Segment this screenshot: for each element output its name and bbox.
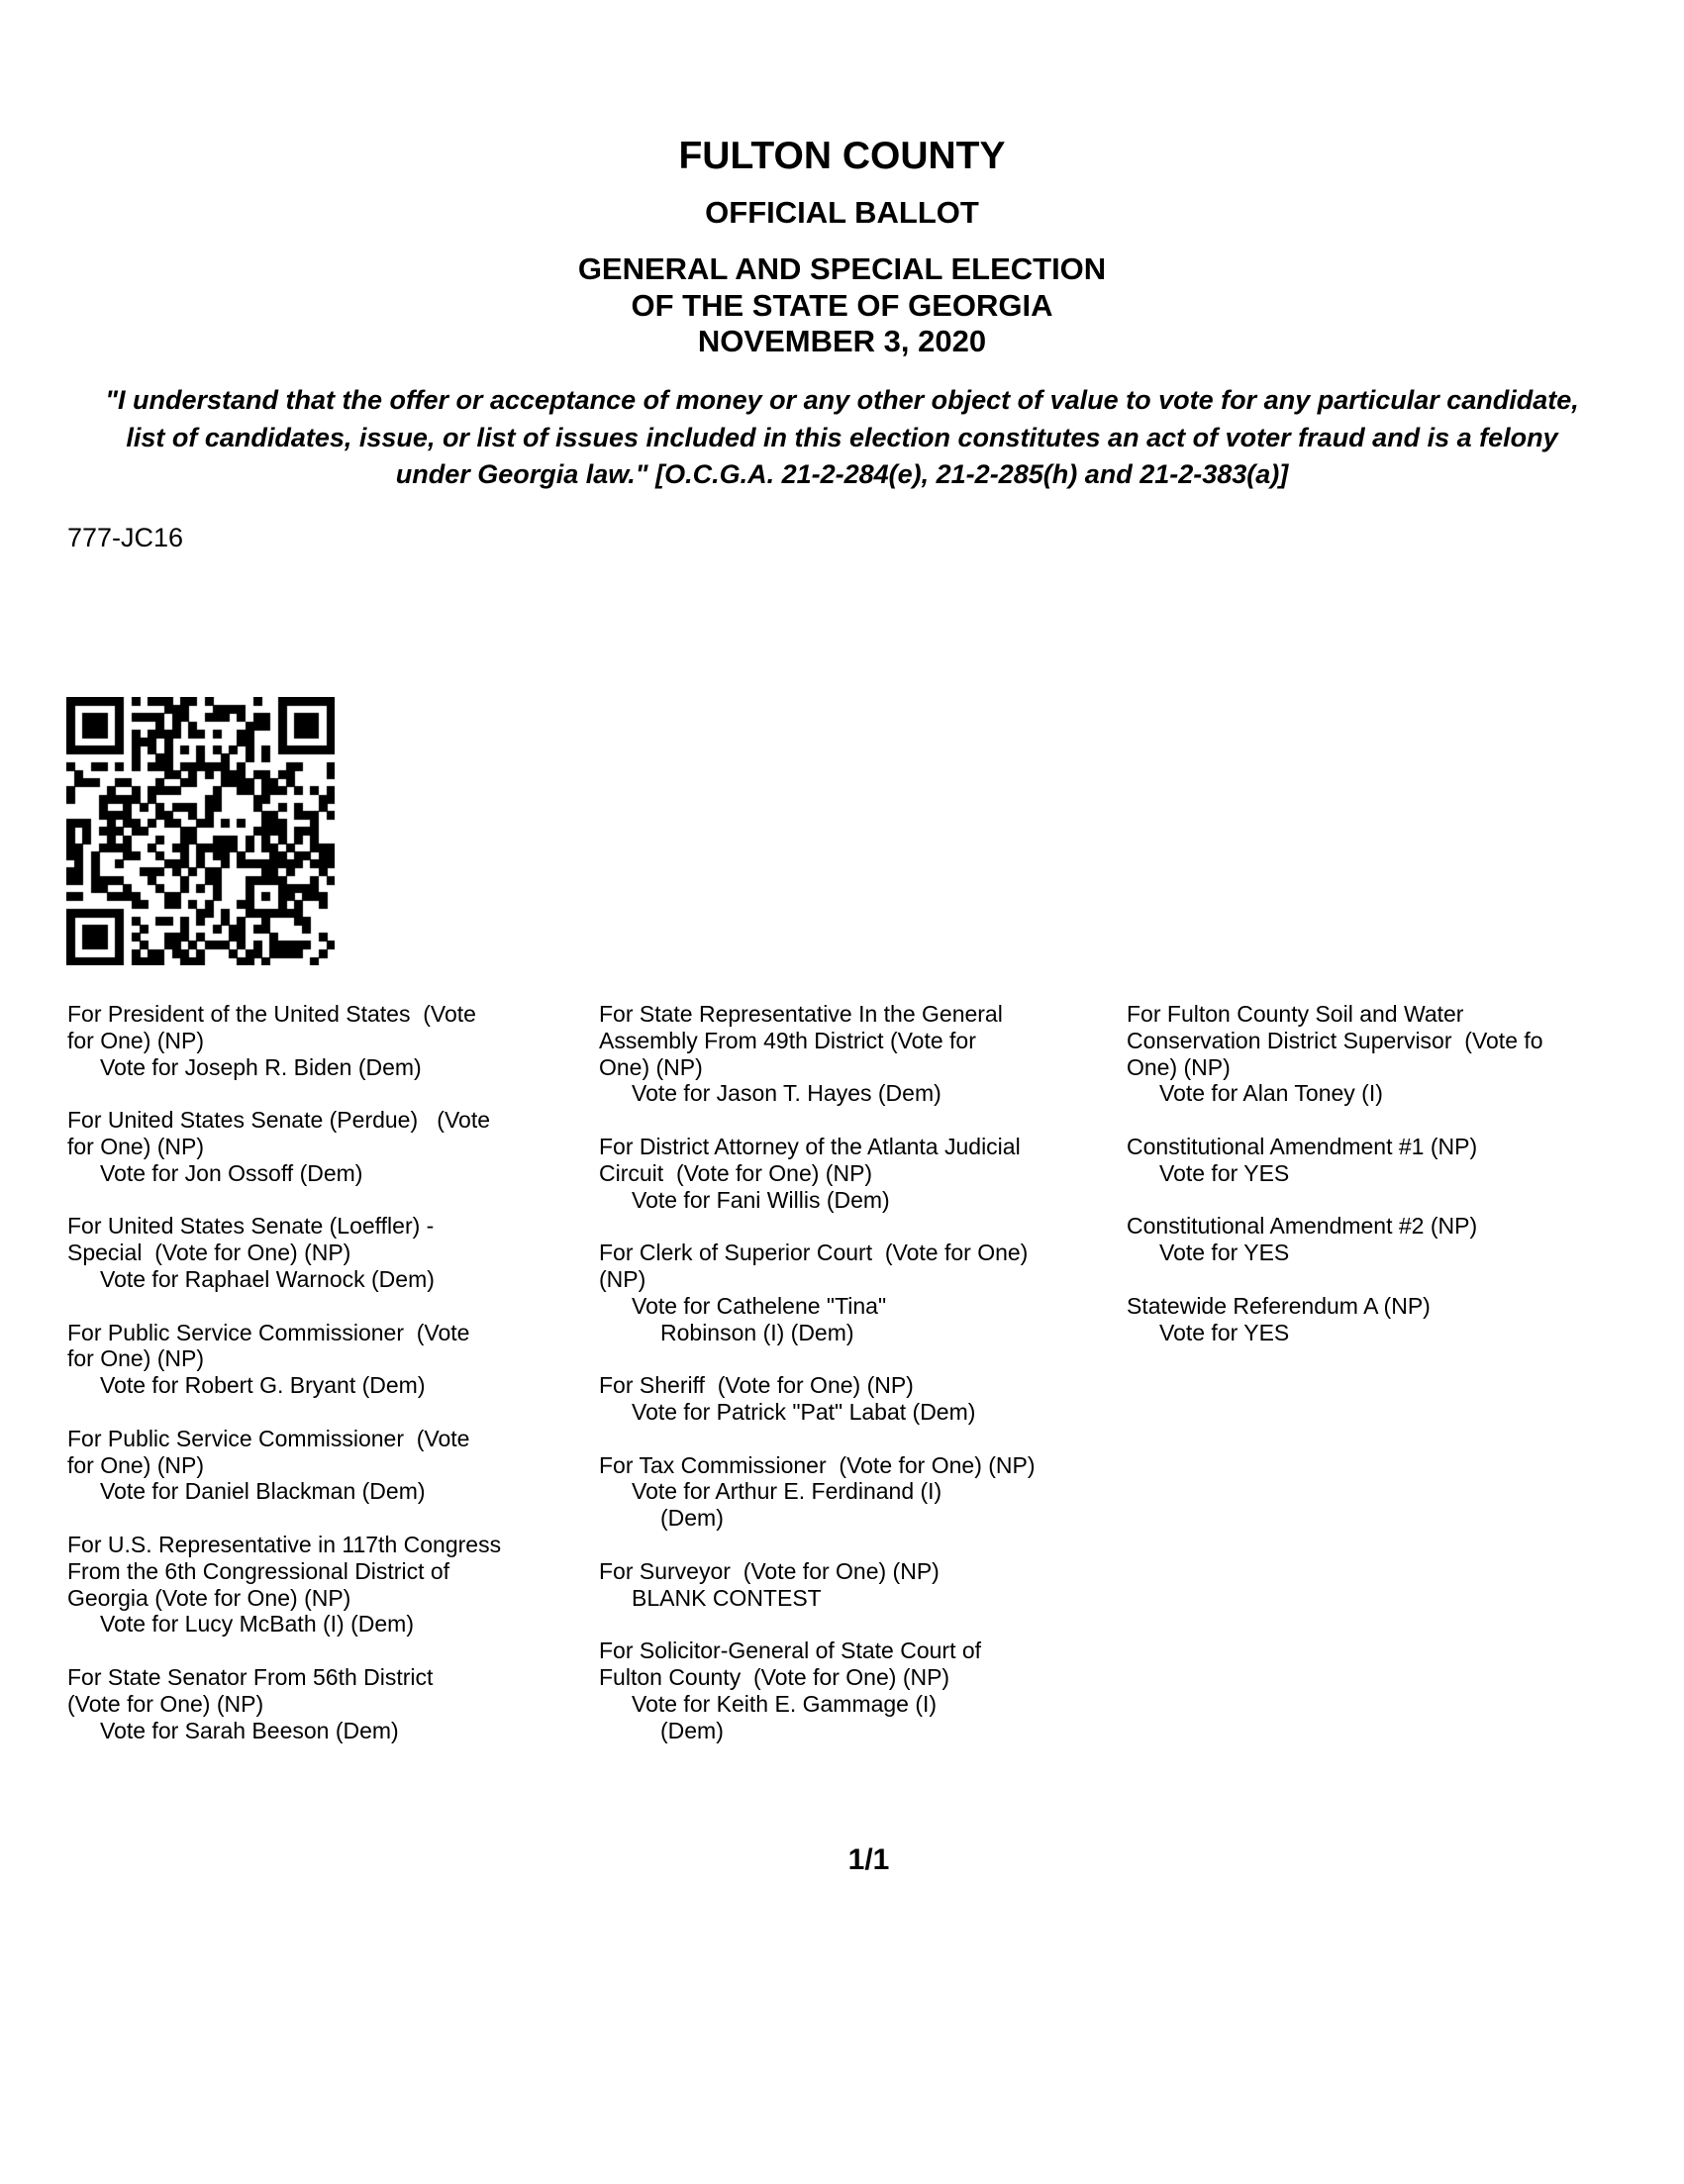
contest-title-line: For State Representative In the General xyxy=(599,1001,1003,1027)
contest-title-line: Circuit (Vote for One) (NP) xyxy=(599,1159,873,1186)
contest xyxy=(599,1372,1139,1426)
vote-selection-line: Vote for Robert G. Bryant (Dem) xyxy=(100,1372,426,1399)
contest xyxy=(67,1426,607,1505)
vote-selection-line: Vote for Raphael Warnock (Dem) xyxy=(100,1265,435,1292)
vote-selection-line: (Dem) xyxy=(660,1717,724,1743)
contest-title-line: Conservation District Supervisor (Vote fo xyxy=(1127,1027,1543,1053)
contest xyxy=(1127,1001,1684,1107)
contest-title-line: For State Senator From 56th District xyxy=(67,1663,434,1690)
contest-title-line: Statewide Referendum A (NP) xyxy=(1127,1292,1431,1319)
vote-selection-line: Robinson (I) (Dem) xyxy=(660,1319,854,1345)
contest-title-line: (Vote for One) (NP) xyxy=(67,1690,264,1717)
contest-title-line: for One) (NP) xyxy=(67,1027,205,1053)
election-title-line: OF THE STATE OF GEORGIA xyxy=(631,287,1053,323)
contest xyxy=(67,1664,607,1743)
election-title xyxy=(0,251,1684,360)
contest xyxy=(1127,1134,1684,1187)
vote-selection-line: Vote for Joseph R. Biden (Dem) xyxy=(100,1053,422,1080)
contest xyxy=(599,1240,1139,1345)
vote-selection-line: Vote for YES xyxy=(1159,1240,1290,1266)
contest-title-line: For Tax Commissioner (Vote for One) (NP) xyxy=(599,1451,1036,1478)
contest xyxy=(67,1213,607,1292)
vote-selection-line: (Dem) xyxy=(660,1505,724,1532)
vote-selection-line: Vote for YES xyxy=(1159,1319,1290,1345)
county-title: FULTON COUNTY xyxy=(678,135,1006,177)
vote-selection-line: Vote for Alan Toney (I) xyxy=(1159,1080,1383,1107)
contest-title-line: Fulton County (Vote for One) (NP) xyxy=(599,1663,950,1690)
contest xyxy=(599,1001,1139,1107)
contest xyxy=(67,1107,607,1186)
contest-title-line: Constitutional Amendment #2 (NP) xyxy=(1127,1213,1478,1240)
contest-title-line: For Fulton County Soil and Water xyxy=(1127,1001,1464,1027)
affidavit-line: list of candidates, issue, or list of issues included in this election constitutes an act of voter fraud and is a felony xyxy=(126,422,1558,452)
contest-title-line: Constitutional Amendment #1 (NP) xyxy=(1127,1133,1478,1159)
contest-title-line: One) (NP) xyxy=(1127,1053,1231,1080)
vote-selection-line: Vote for Daniel Blackman (Dem) xyxy=(100,1478,426,1505)
contest-title-line: Assembly From 49th District (Vote for xyxy=(599,1027,976,1053)
contest xyxy=(599,1452,1139,1532)
vote-selection-line: Vote for Lucy McBath (I) (Dem) xyxy=(100,1611,414,1638)
contest-title-line: For Solicitor-General of State Court of xyxy=(599,1638,982,1664)
contest xyxy=(599,1638,1139,1743)
contest-column-middle xyxy=(599,1001,1139,1770)
vote-selection-line: Vote for Sarah Beeson (Dem) xyxy=(100,1717,399,1743)
contest-title-line: For United States Senate (Perdue) (Vote xyxy=(67,1107,491,1134)
contest-title-line: For Public Service Commissioner (Vote xyxy=(67,1319,470,1345)
contest-title-line: For Sheriff (Vote for One) (NP) xyxy=(599,1372,914,1399)
contest xyxy=(1127,1293,1684,1346)
contest xyxy=(599,1134,1139,1213)
vote-selection-line: Vote for YES xyxy=(1159,1159,1290,1186)
ballot-style-id: 777-JC16 xyxy=(67,523,184,552)
election-title-line: GENERAL AND SPECIAL ELECTION xyxy=(577,251,1107,286)
contest-title-line: For U.S. Representative in 117th Congress xyxy=(67,1531,502,1557)
contest-title-line: For District Attorney of the Atlanta Judicial xyxy=(599,1133,1021,1159)
vote-selection-line: Vote for Fani Willis (Dem) xyxy=(632,1186,890,1213)
contest-title-line: For Surveyor (Vote for One) (NP) xyxy=(599,1557,940,1584)
contest-title-line: for One) (NP) xyxy=(67,1133,205,1159)
contest-title-line: For Public Service Commissioner (Vote xyxy=(67,1425,470,1451)
contest xyxy=(599,1558,1139,1612)
contest xyxy=(1127,1213,1684,1266)
affidavit-line: "I understand that the offer or acceptance of money or any other object of value to vote for any particular candidate, xyxy=(105,385,1579,415)
election-title-line: NOVEMBER 3, 2020 xyxy=(697,324,987,358)
contest-title-line: For Clerk of Superior Court (Vote for One) xyxy=(599,1240,1029,1266)
contest-title-line: for One) (NP) xyxy=(67,1345,205,1372)
page-indicator: 1/1 xyxy=(847,1843,890,1876)
contest-title-line: Special (Vote for One) (NP) xyxy=(67,1240,351,1266)
contest-title-line: (NP) xyxy=(599,1265,646,1292)
vote-selection-line: Vote for Patrick "Pat" Labat (Dem) xyxy=(632,1398,976,1425)
vote-selection-line: Vote for Cathelene "Tina" xyxy=(632,1292,887,1319)
contest-title-line: Georgia (Vote for One) (NP) xyxy=(67,1584,351,1611)
contest-title-line: One) (NP) xyxy=(599,1053,703,1080)
vote-selection-line: BLANK CONTEST xyxy=(632,1584,822,1611)
contest xyxy=(67,1532,607,1638)
contest xyxy=(67,1001,607,1080)
vote-selection-line: Vote for Keith E. Gammage (I) xyxy=(632,1690,938,1717)
qr-code xyxy=(66,697,335,965)
contest-title-line: For United States Senate (Loeffler) - xyxy=(67,1213,435,1240)
contest xyxy=(67,1320,607,1399)
contest-column-left xyxy=(67,1001,607,1770)
vote-selection-line: Vote for Arthur E. Ferdinand (I) xyxy=(632,1478,942,1505)
contest-title-line: For President of the United States (Vote xyxy=(67,1001,476,1027)
contest-title-line: for One) (NP) xyxy=(67,1451,205,1478)
voter-fraud-affidavit xyxy=(0,382,1684,494)
contest-column-right xyxy=(1127,1001,1684,1372)
vote-selection-line: Vote for Jason T. Hayes (Dem) xyxy=(632,1080,941,1107)
contest-title-line: From the 6th Congressional District of xyxy=(67,1557,450,1584)
affidavit-line: under Georgia law." [O.C.G.A. 21-2-284(e), 21-2-285(h) and 21-2-383(a)] xyxy=(395,459,1289,489)
vote-selection-line: Vote for Jon Ossoff (Dem) xyxy=(100,1159,363,1186)
ballot-type-title: OFFICIAL BALLOT xyxy=(705,195,979,230)
